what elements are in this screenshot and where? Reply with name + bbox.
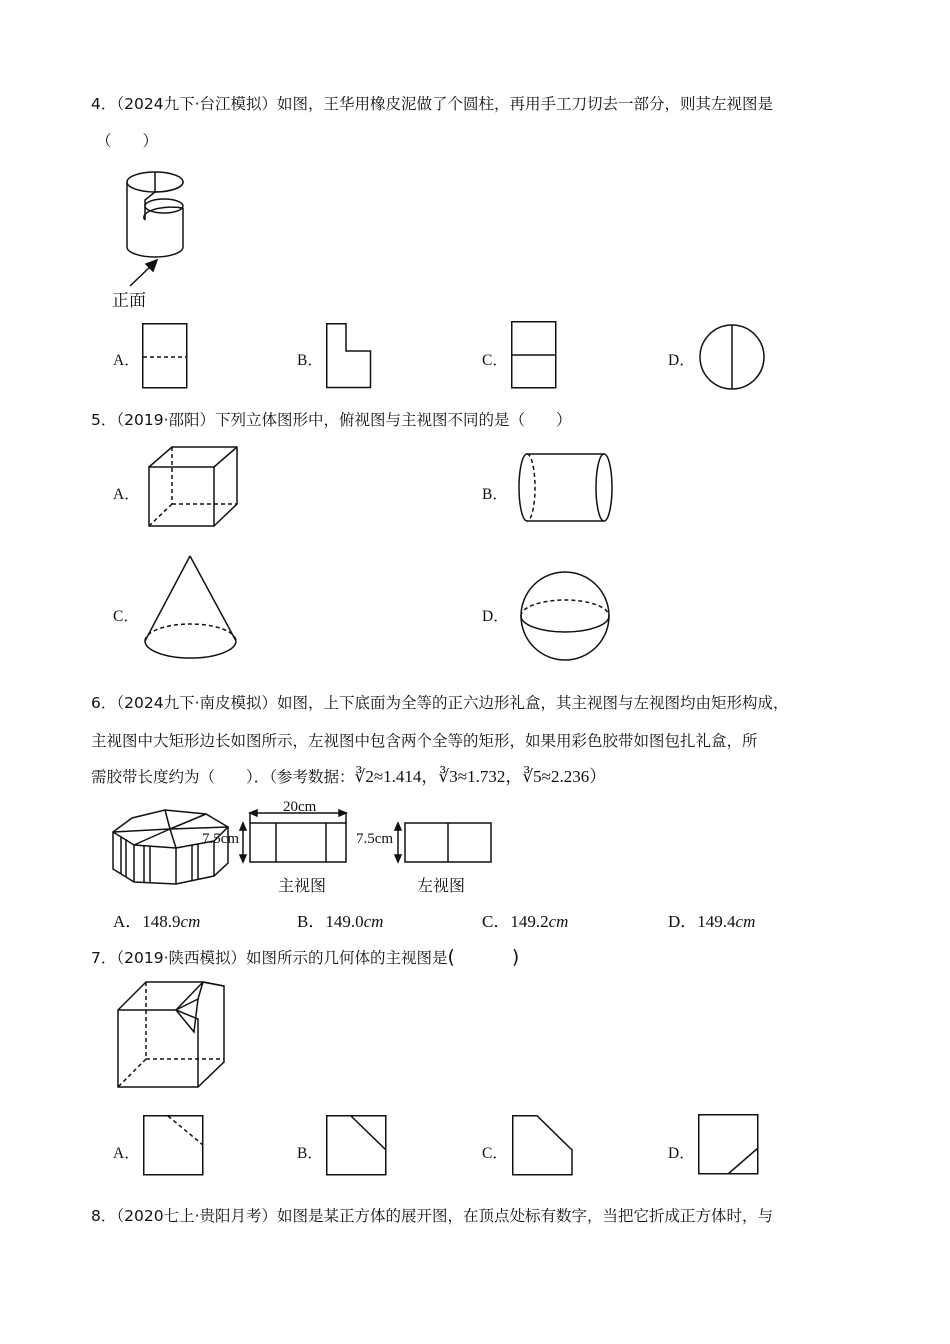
q5-option-b-label[interactable]: B．: [482, 486, 508, 503]
q6-option-a-value: 148.9: [142, 912, 181, 931]
q6-reference-data: ∛2≈1.414，∛3≈1.732，∛5≈2.236）: [354, 767, 607, 786]
q6-option-d-unit: cm: [735, 912, 756, 931]
q5-source: （2019·邵阳）: [116, 411, 215, 429]
q6-option-c-value: 149.2: [510, 912, 549, 931]
q7-answer-blank: ( ): [447, 946, 520, 968]
q8-number: 8．: [91, 1207, 117, 1225]
q5-option-c-label[interactable]: C．: [113, 608, 139, 625]
q4-option-b-figure[interactable]: [326, 323, 372, 389]
q6-text-line3: 需胶带长度约为（ ）．（参考数据：: [91, 768, 355, 786]
q6-stem-line2: 主视图中大矩形边长如图所示，左视图中包含两个全等的矩形，如果用彩色胶带如图包扎礼盒，所: [91, 732, 758, 750]
q7-option-d-label[interactable]: D．: [668, 1145, 695, 1162]
q4-answer-blank: （ ）: [96, 132, 159, 150]
q4-option-a-label[interactable]: A．: [113, 352, 140, 369]
q4-text: 如图，王华用橡皮泥做了个圆柱，再用手工刀切去一部分，则其左视图是: [277, 95, 774, 113]
q6-option-a-label: A．: [113, 912, 143, 931]
q6-option-c-label: C．: [482, 912, 511, 931]
q6-source: （2024九下·南皮模拟）: [116, 694, 277, 712]
q7-option-b-figure[interactable]: [326, 1115, 388, 1177]
q7-option-c-label[interactable]: C．: [482, 1145, 508, 1162]
q5-option-b-cylinder[interactable]: [518, 452, 614, 524]
q4-option-c-figure[interactable]: [511, 321, 557, 389]
q6-main-view-label: 主视图: [278, 876, 327, 895]
q6-number: 6．: [91, 694, 117, 712]
q4-option-d-label[interactable]: D．: [668, 352, 695, 369]
front-label: 正面: [112, 291, 146, 311]
q4-option-b-label[interactable]: B．: [297, 352, 323, 369]
q6-left-view: [395, 820, 495, 866]
q6-main-view-height: 7.5cm: [202, 831, 240, 847]
q5-stem: [91, 409, 572, 431]
q6-option-d-value: 149.4: [697, 912, 736, 931]
q4-option-c-label[interactable]: C．: [482, 352, 508, 369]
q6-left-view-height: 7.5cm: [356, 831, 394, 847]
q5-option-c-cone[interactable]: [142, 555, 242, 663]
q6-option-b-value: 149.0: [325, 912, 364, 931]
q6-option-b-label: B．: [297, 912, 326, 931]
q5-option-a-label[interactable]: A．: [113, 486, 140, 503]
q7-option-a-figure[interactable]: [143, 1115, 205, 1177]
q6-option-d-label: D．: [668, 912, 698, 931]
q7-number: 7．: [91, 949, 117, 967]
q4-number: 4．: [91, 95, 117, 113]
q6-option-b-unit: cm: [363, 912, 384, 931]
q7-stem: [91, 946, 519, 969]
q5-option-a-cube[interactable]: [148, 446, 240, 528]
q4-source: （2024九下·台江模拟）: [116, 95, 277, 113]
q5-number: 5．: [91, 411, 117, 429]
q8-text: 如图是某正方体的展开图，在顶点处标有数字，当把它折成正方体时，与: [277, 1207, 774, 1225]
q7-option-c-figure[interactable]: [512, 1115, 574, 1177]
q8-source: （2020七上·贵阳月考）: [116, 1207, 277, 1225]
q6-main-view-width: 20cm: [283, 799, 317, 815]
q6-left-view-label: 左视图: [417, 876, 466, 895]
q4-option-a-figure[interactable]: [142, 323, 188, 389]
q6-option-a[interactable]: [113, 911, 200, 933]
q7-option-a-label[interactable]: A．: [113, 1145, 140, 1162]
q6-stem-line1: [91, 692, 789, 714]
q6-main-view: [240, 810, 355, 866]
q5-option-d-label[interactable]: D．: [482, 608, 509, 625]
q6-option-a-unit: cm: [180, 912, 201, 931]
q6-option-c[interactable]: [482, 911, 568, 933]
q7-source: （2019·陕西模拟）: [116, 949, 246, 967]
q8-stem: [91, 1205, 773, 1227]
q4-figure-cut-cylinder: [100, 150, 210, 270]
q6-option-d[interactable]: [668, 911, 755, 933]
q7-option-b-label[interactable]: B．: [297, 1145, 323, 1162]
q6-option-c-unit: cm: [548, 912, 569, 931]
q7-cube-with-cut-corner: [116, 980, 228, 1090]
q5-option-d-sphere[interactable]: [519, 572, 611, 662]
q6-stem-line3: [91, 766, 606, 788]
q6-text-line1: 如图，上下底面为全等的正六边形礼盒，其主视图与左视图均由矩形构成，: [277, 694, 789, 712]
q6-option-b[interactable]: [297, 911, 383, 933]
q4-option-d-figure[interactable]: [698, 324, 768, 390]
q5-text: 下列立体图形中，俯视图与主视图不同的是（ ）: [215, 411, 572, 429]
q4-stem: [91, 93, 773, 115]
q7-option-d-figure[interactable]: [698, 1114, 760, 1176]
q7-text: 如图所示的几何体的主视图是: [246, 949, 448, 967]
